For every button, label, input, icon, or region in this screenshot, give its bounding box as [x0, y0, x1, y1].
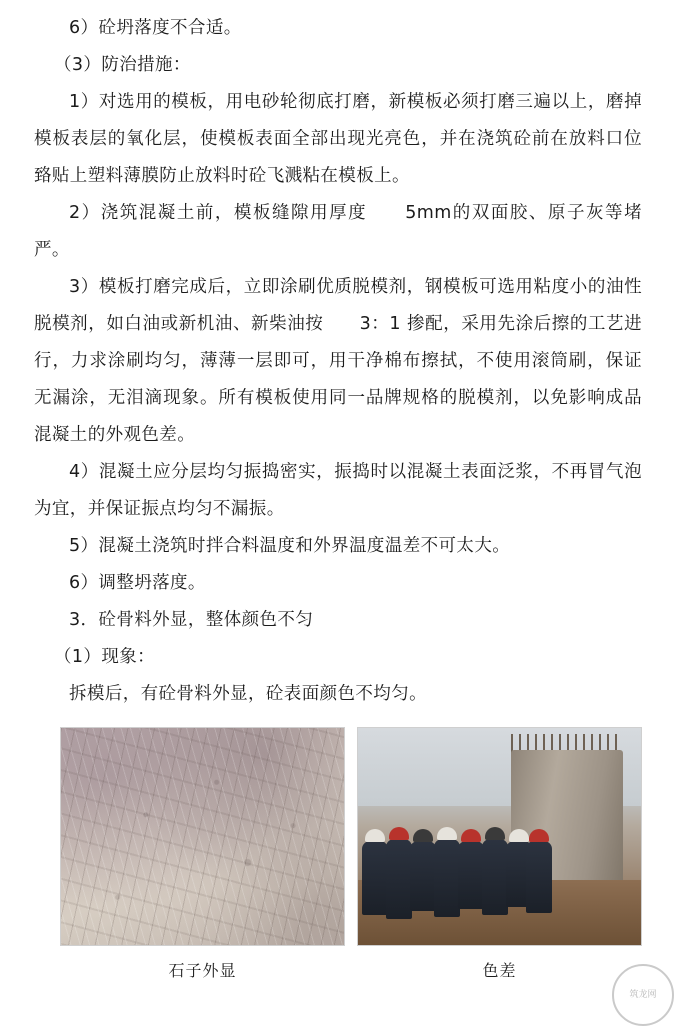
- paragraph: （3）防治措施：: [54, 55, 191, 75]
- figure-right: [357, 727, 642, 981]
- helmet-icon: [365, 829, 385, 842]
- helmet-icon: [461, 829, 481, 842]
- worker: [362, 841, 388, 915]
- worker: [526, 841, 552, 913]
- helmet-icon: [529, 829, 549, 842]
- paragraph: 2）浇筑混凝土前，模板缝隙用厚度 5mm的双面胶、原子灰等堵严。: [34, 203, 642, 260]
- helmet-icon: [485, 827, 505, 840]
- paragraph: 5）混凝土浇筑时拌合料温度和外界温度温差不可太大。: [69, 536, 511, 556]
- worker-crowd: [362, 794, 552, 919]
- paragraph: 6）砼坍落度不合适。: [69, 18, 242, 38]
- concrete-surface-photo: [60, 727, 345, 946]
- worker: [482, 839, 508, 915]
- paragraph: 3）模板打磨完成后，立即涂刷优质脱模剂，钢模板可选用粘度小的油性脱模剂，如白油或新机油、新柴油按 3：1 掺配，采用先涂后擦的工艺进行，力求涂刷均匀，薄薄一层即可，用干净棉布擦拭，不使用滚筒刷，保证无漏涂，无泪滴现象。所有模板使用同一品牌规格的脱模剂，以免影响成品混凝土的外观色差。: [34, 277, 642, 445]
- paragraph: 3．砼骨料外显，整体颜色不匀: [69, 610, 314, 630]
- worker: [434, 839, 460, 917]
- figure-caption: 石子外显: [168, 961, 237, 980]
- helmet-icon: [509, 829, 529, 842]
- helmet-icon: [437, 827, 457, 840]
- paragraph: 1）对选用的模板，用电砂轮彻底打磨，新模板必须打磨三遍以上，磨掉模板表层的氧化层，使模板表面全部出现光亮色，并在浇筑砼前在放料口位臵贴上塑料薄膜防止放料时砼飞溅粘在模板上。: [34, 92, 642, 186]
- watermark-logo: 筑龙网: [612, 964, 674, 1026]
- figure-row: [34, 727, 642, 981]
- paragraph: 4）混凝土应分层均匀振捣密实，振捣时以混凝土表面泛浆，不再冒气泡为宜，并保证振点均匀不漏振。: [34, 462, 642, 519]
- figure-left: [60, 727, 345, 981]
- construction-site-photo: [357, 727, 642, 946]
- paragraph: 6）调整坍落度。: [69, 573, 206, 593]
- figure-caption: 色差: [482, 961, 517, 980]
- paragraph: （1）现象：: [54, 647, 156, 667]
- helmet-icon: [413, 829, 433, 842]
- paragraph: 拆模后，有砼骨料外显，砼表面颜色不均匀。: [69, 684, 427, 704]
- worker: [410, 841, 436, 911]
- helmet-icon: [389, 827, 409, 840]
- worker: [458, 841, 484, 909]
- worker: [386, 839, 412, 919]
